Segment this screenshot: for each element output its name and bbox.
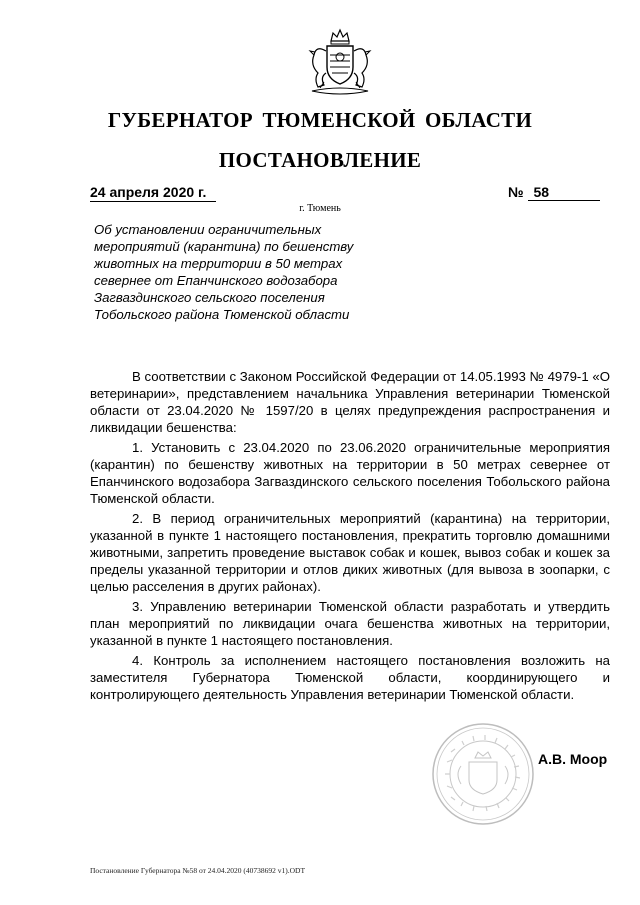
number-value: 58	[528, 184, 600, 201]
document-date: 24 апреля 2020 г.	[90, 184, 216, 202]
document-number	[508, 184, 600, 201]
preamble-paragraph: В соответствии с Законом Российской Федерации от 14.05.1993 № 4979-1 «О ветеринарии», представлением начальника Управления ветеринарии Тюменской области от 23.04.2020 № 1597/20 в целях предупреждения распространения и ликвидации бешенства:	[90, 369, 610, 435]
official-seal-icon	[431, 722, 535, 826]
clause-2: 2. В период ограничительных мероприятий (карантина) на территории, указанной в пункте 1 настоящего постановления, прекратить торговлю домашними животными, запретить проведение выставок собак и кошек, вывоз собак и кошек за пределы указанной территории и отлов диких животных (для вывоза в зоопарки, с целью расселения в других районах).	[90, 511, 610, 594]
issuer-title: ГУБЕРНАТОР ТЮМЕНСКОЙ ОБЛАСТИ	[107, 108, 533, 132]
clause-4: 4. Контроль за исполнением настоящего постановления возложить на заместителя Губернатора Тюменской области, координирующего и контролирующего деятельность Управления ветеринарии Тюменской области.	[90, 653, 610, 702]
signer-name: А.В. Моор	[538, 751, 608, 767]
number-label: №	[508, 184, 524, 200]
clause-1: 1. Установить с 23.04.2020 по 23.06.2020 ограничительные мероприятия (карантин) по бешенству животных на территории в 50 метрах севернее от Епанчинского водозабора Загваздинского сельского поселения Тобольского района Тюменской области.	[90, 440, 610, 506]
file-footer: Постановление Губернатора №58 от 24.04.2020 (40738692 v1).ODT	[90, 866, 306, 875]
document-type: ПОСТАНОВЛЕНИЕ	[218, 148, 422, 172]
document-body	[90, 368, 610, 706]
clause-3: 3. Управлению ветеринарии Тюменской области разработать и утвердить план мероприятий по ликвидации очага бешенства животных на территории, указанной в пункте 1 настоящего постановления.	[90, 599, 610, 648]
city: г. Тюмень	[299, 203, 341, 214]
document-subject: Об установлении ограничительных мероприятий (карантина) по бешенству животных на территории в 50 метрах севернее от Епанчинского водозабора Загваздинского сельского поселения Тобольского района Тюменской области	[94, 222, 354, 322]
coat-of-arms-icon	[300, 27, 380, 99]
